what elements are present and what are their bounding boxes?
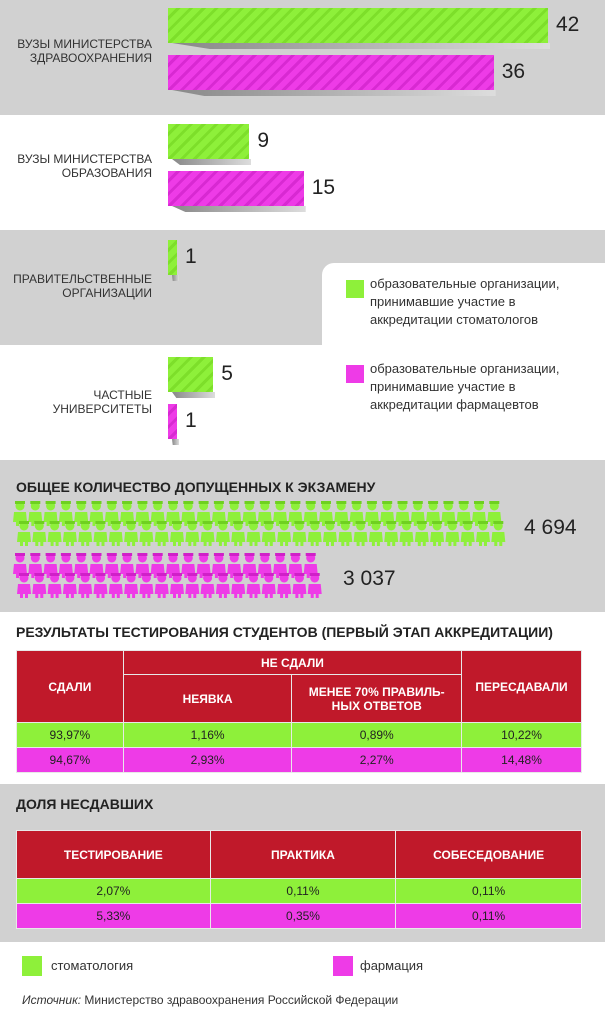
person-icon-stoma xyxy=(216,521,230,546)
legend-swatch-stoma xyxy=(346,280,364,298)
bar-value-label: 36 xyxy=(501,60,526,83)
source-text: Министерство здравоохранения Российской Федерации xyxy=(81,993,399,1007)
person-icon-pharm xyxy=(63,573,77,598)
person-icon-stoma xyxy=(384,521,398,546)
person-icon-stoma xyxy=(94,521,108,546)
person-icon-stoma xyxy=(491,521,505,546)
share-title: ДОЛЯ НЕСДАВШИХ xyxy=(16,796,154,812)
results-cell: 14,48% xyxy=(462,748,582,773)
person-icon-pharm xyxy=(277,573,291,598)
person-icon-stoma xyxy=(445,521,459,546)
category-label-gov: ПРАВИТЕЛЬСТВЕННЫЕ ОРГАНИЗАЦИИ xyxy=(13,272,152,300)
person-icon-stoma xyxy=(476,521,490,546)
person-icon-pharm xyxy=(262,573,276,598)
person-icon-stoma xyxy=(17,521,31,546)
person-icon-stoma xyxy=(32,521,46,546)
bar-pharm-3 xyxy=(168,404,177,439)
person-icon-stoma xyxy=(78,521,92,546)
person-icon-stoma xyxy=(323,521,337,546)
bar-shadow xyxy=(172,392,215,398)
category-label-minzdrav: ВУЗЫ МИНИСТЕРСТВА ЗДРАВООХРАНЕНИЯ xyxy=(17,37,152,65)
person-icon-pharm xyxy=(124,573,138,598)
category-label-private: ЧАСТНЫЕ УНИВЕРСИТЕТЫ xyxy=(52,388,152,416)
person-icon-pharm xyxy=(109,573,123,598)
share-cell: 5,33% xyxy=(17,904,211,929)
person-icon-pharm xyxy=(78,573,92,598)
bar-value-label: 1 xyxy=(185,409,197,432)
category-label-minobr: ВУЗЫ МИНИСТЕРСТВА ОБРАЗОВАНИЯ xyxy=(17,152,152,180)
person-icon-stoma xyxy=(354,521,368,546)
person-icon-pharm xyxy=(308,573,322,598)
person-icon-stoma xyxy=(170,521,184,546)
share-table xyxy=(16,830,582,929)
share-row-pharm xyxy=(17,904,582,929)
bar-shadow xyxy=(172,90,496,96)
share-cell: 0,11% xyxy=(396,879,582,904)
results-header-retake: ПЕРЕСДАВАЛИ xyxy=(462,651,582,723)
legend-swatch-pharm xyxy=(346,365,364,383)
results-cell: 2,93% xyxy=(123,748,292,773)
bar-value-label: 42 xyxy=(556,13,580,36)
person-icon-stoma xyxy=(308,521,322,546)
person-icon-stoma xyxy=(277,521,291,546)
source-note xyxy=(22,993,398,1007)
share-header-interview: СОБЕСЕДОВАНИЕ xyxy=(396,831,582,879)
bar-shadow xyxy=(172,159,251,165)
admitted-count-stoma: 4 694 xyxy=(524,516,577,539)
person-icon-stoma xyxy=(415,521,429,546)
admitted-title: ОБЩЕЕ КОЛИЧЕСТВО ДОПУЩЕННЫХ К ЭКЗАМЕНУ xyxy=(16,479,376,495)
person-icon-stoma xyxy=(231,521,245,546)
person-icon-stoma xyxy=(338,521,352,546)
bar-pharm-1 xyxy=(168,171,304,206)
bar-value-label: 15 xyxy=(311,176,336,199)
results-cell: 93,97% xyxy=(17,723,124,748)
person-icon-pharm xyxy=(17,573,31,598)
bottom-legend-swatch-stoma xyxy=(22,956,42,976)
bar-stoma-2 xyxy=(168,240,177,275)
person-icon-stoma xyxy=(109,521,123,546)
results-cell: 94,67% xyxy=(17,748,124,773)
results-header-passed: СДАЛИ xyxy=(17,651,124,723)
person-icon-pharm xyxy=(94,573,108,598)
share-cell: 0,11% xyxy=(396,904,582,929)
results-row-stoma xyxy=(17,723,582,748)
people-row-pharm xyxy=(12,551,337,599)
results-header-noshow: НЕЯВКА xyxy=(123,675,292,723)
results-cell: 10,22% xyxy=(462,723,582,748)
share-header-practice: ПРАКТИКА xyxy=(210,831,396,879)
person-icon-stoma xyxy=(400,521,414,546)
bar-value-label: 5 xyxy=(221,362,233,385)
results-row-pharm xyxy=(17,748,582,773)
person-icon-pharm xyxy=(48,573,62,598)
person-icon-pharm xyxy=(231,573,245,598)
person-icon-stoma xyxy=(185,521,199,546)
share-cell: 0,11% xyxy=(210,879,396,904)
person-icon-stoma xyxy=(430,521,444,546)
results-header-under70: МЕНЕЕ 70% ПРАВИЛЬ-НЫХ ОТВЕТОВ xyxy=(292,675,462,723)
bottom-legend-stoma: стоматология xyxy=(51,958,134,973)
bar-shadow xyxy=(172,275,179,281)
person-icon-stoma xyxy=(461,521,475,546)
person-icon-stoma xyxy=(201,521,215,546)
bar-pharm-0 xyxy=(168,55,494,90)
bottom-legend-pharm: фармация xyxy=(360,958,424,973)
person-icon-stoma xyxy=(124,521,138,546)
results-title: РЕЗУЛЬТАТЫ ТЕСТИРОВАНИЯ СТУДЕНТОВ (ПЕРВЫЙ ЭТАП АККРЕДИТАЦИИ) xyxy=(16,624,553,640)
person-icon-stoma xyxy=(369,521,383,546)
admitted-count-pharm: 3 037 xyxy=(343,567,396,590)
results-cell: 2,27% xyxy=(292,748,462,773)
share-cell: 0,35% xyxy=(210,904,396,929)
person-icon-stoma xyxy=(292,521,306,546)
bar-shadow xyxy=(172,206,306,212)
person-icon-pharm xyxy=(32,573,46,598)
person-icon-stoma xyxy=(155,521,169,546)
person-icon-pharm xyxy=(292,573,306,598)
person-icon-pharm xyxy=(139,573,153,598)
legend xyxy=(322,263,605,459)
people-row-stoma xyxy=(12,499,520,547)
share-cell: 2,07% xyxy=(17,879,211,904)
bar-stoma-1 xyxy=(168,124,249,159)
bar-shadow xyxy=(172,43,550,49)
person-icon-pharm xyxy=(155,573,169,598)
bottom-legend-swatch-pharm xyxy=(333,956,353,976)
person-icon-stoma xyxy=(139,521,153,546)
results-table xyxy=(16,650,582,773)
share-header-testing: ТЕСТИРОВАНИЕ xyxy=(17,831,211,879)
bar-stoma-3 xyxy=(168,357,213,392)
results-header-failed-group: НЕ СДАЛИ xyxy=(123,651,461,675)
legend-text-stoma: образовательные организации, принимавшие участие в аккредитации стоматологов xyxy=(370,276,560,327)
person-icon-stoma xyxy=(63,521,77,546)
person-icon-pharm xyxy=(201,573,215,598)
results-cell: 1,16% xyxy=(123,723,292,748)
person-icon-pharm xyxy=(247,573,261,598)
share-row-stoma xyxy=(17,879,582,904)
bar-value-label: 9 xyxy=(257,129,270,152)
person-icon-stoma xyxy=(247,521,261,546)
person-icon-stoma xyxy=(48,521,62,546)
bar-stoma-0 xyxy=(168,8,548,43)
person-icon-pharm xyxy=(185,573,199,598)
bar-value-label: 1 xyxy=(185,245,197,268)
person-icon-pharm xyxy=(216,573,230,598)
results-cell: 0,89% xyxy=(292,723,462,748)
bar-shadow xyxy=(172,439,179,445)
legend-text-pharm: образовательные организации, принимавшие участие в аккредитации фармацевтов xyxy=(370,361,560,412)
person-icon-stoma xyxy=(262,521,276,546)
person-icon-pharm xyxy=(170,573,184,598)
source-prefix: Источник: xyxy=(22,993,82,1007)
